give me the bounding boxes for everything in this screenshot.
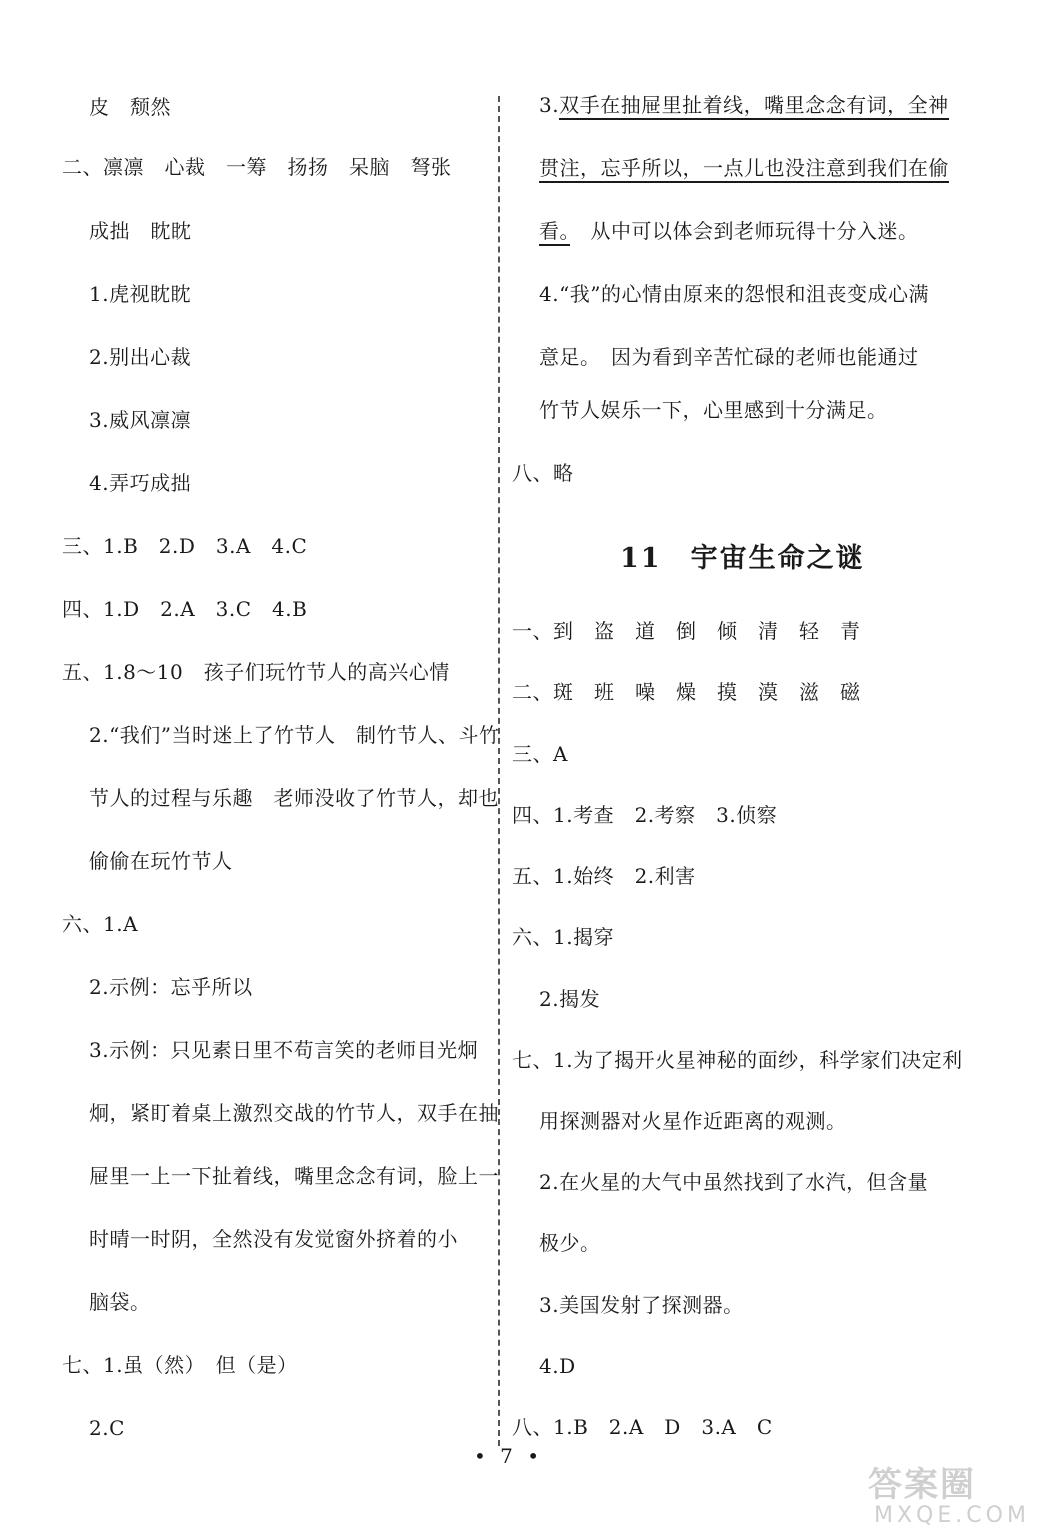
left-line-10: 五、1.8～10 孩子们玩竹节人的高兴心情 (62, 660, 450, 684)
left-line-18: 屉里一上一下扯着线，嘴里念念有词，脸上一 (89, 1164, 499, 1188)
right-line-11: 四、1.考查 2.考察 3.侦察 (512, 803, 778, 827)
underlined-answer: 贯注，忘乎所以，一点儿也没注意到我们在偷 (539, 156, 949, 183)
left-line-5: 2.别出心裁 (89, 345, 192, 369)
right-line-12: 五、1.始终 2.利害 (512, 864, 696, 888)
left-line-20: 脑袋。 (89, 1290, 151, 1314)
column-divider (498, 96, 500, 1446)
left-line-21: 七、1.虽（然） 但（是） (62, 1353, 298, 1377)
right-line-10: 三、A (512, 742, 568, 766)
left-line-6: 3.威风凛凛 (89, 408, 192, 432)
right-line-14: 2.揭发 (539, 987, 601, 1011)
left-line-17: 炯，紧盯着桌上激烈交战的竹节人，双手在抽 (89, 1101, 499, 1125)
left-line-16: 3.示例：只见素日里不苟言笑的老师目光炯 (89, 1038, 479, 1062)
right-line-4: 4.“我”的心情由原来的怨恨和沮丧变成心满 (539, 282, 930, 306)
page-number: • 7 • (474, 1444, 544, 1468)
underlined-answer: 双手在抽屉里扯着线，嘴里念念有词，全神 (559, 93, 949, 120)
right-line-1 (539, 91, 949, 119)
right-line-16: 用探测器对火星作近距离的观测。 (539, 1109, 847, 1133)
left-line-12: 节人的过程与乐趣 老师没收了竹节人，却也 (89, 786, 499, 810)
right-line-13: 六、1.揭穿 (512, 925, 615, 949)
left-line-7: 4.弄巧成拙 (89, 471, 192, 495)
watermark-bottom-text: MXQE.COM (874, 1503, 1030, 1528)
left-line-19: 时晴一时阴，全然没有发觉窗外挤着的小 (89, 1227, 458, 1251)
underlined-answer: 看。 (539, 219, 570, 246)
right-line-2 (539, 154, 949, 182)
left-line-2: 二、凛凛 心裁 一筹 扬扬 呆脑 弩张 (62, 155, 452, 179)
left-line-15: 2.示例：忘乎所以 (89, 975, 253, 999)
left-line-4: 1.虎视眈眈 (89, 282, 192, 306)
right-line-15: 七、1.为了揭开火星神秘的面纱，科学家们决定利 (512, 1048, 963, 1072)
right-line-21: 八、1.B 2.A D 3.A C (512, 1415, 773, 1439)
left-line-11: 2.“我们”当时迷上了竹节人 制竹节人、斗竹 (89, 723, 500, 747)
watermark-logo (868, 1466, 1036, 1530)
watermark-top-text: 答案圈 (868, 1465, 976, 1505)
right-line-9: 二、斑 班 噪 燥 摸 漠 滋 磁 (512, 680, 861, 704)
right-line-3 (539, 217, 919, 245)
left-line-8: 三、1.B 2.D 3.A 4.C (62, 534, 308, 558)
right-line-17: 2.在火星的大气中虽然找到了水汽，但含量 (539, 1170, 929, 1194)
right-line-7: 八、略 (512, 461, 574, 485)
item-number: 3. (539, 93, 560, 117)
left-line-1: 皮 颓然 (89, 95, 171, 119)
right-line-20: 4.D (539, 1354, 576, 1378)
right-line-8: 一、到 盗 道 倒 倾 清 轻 青 (512, 619, 861, 643)
left-line-22: 2.C (89, 1416, 125, 1440)
right-line-6: 竹节人娱乐一下，心里感到十分满足。 (539, 398, 888, 422)
left-line-13: 偷偷在玩竹节人 (89, 849, 233, 873)
left-line-14: 六、1.A (62, 912, 139, 936)
right-line-18: 极少。 (539, 1231, 601, 1255)
answer-text: 从中可以体会到老师玩得十分入迷。 (570, 219, 919, 243)
left-line-9: 四、1.D 2.A 3.C 4.B (62, 597, 308, 621)
left-line-3: 成拙 眈眈 (89, 219, 192, 243)
right-line-19: 3.美国发射了探测器。 (539, 1293, 744, 1317)
section-title: 11 宇宙生命之谜 (620, 543, 865, 574)
right-line-5: 意足。 因为看到辛苦忙碌的老师也能通过 (539, 345, 919, 369)
